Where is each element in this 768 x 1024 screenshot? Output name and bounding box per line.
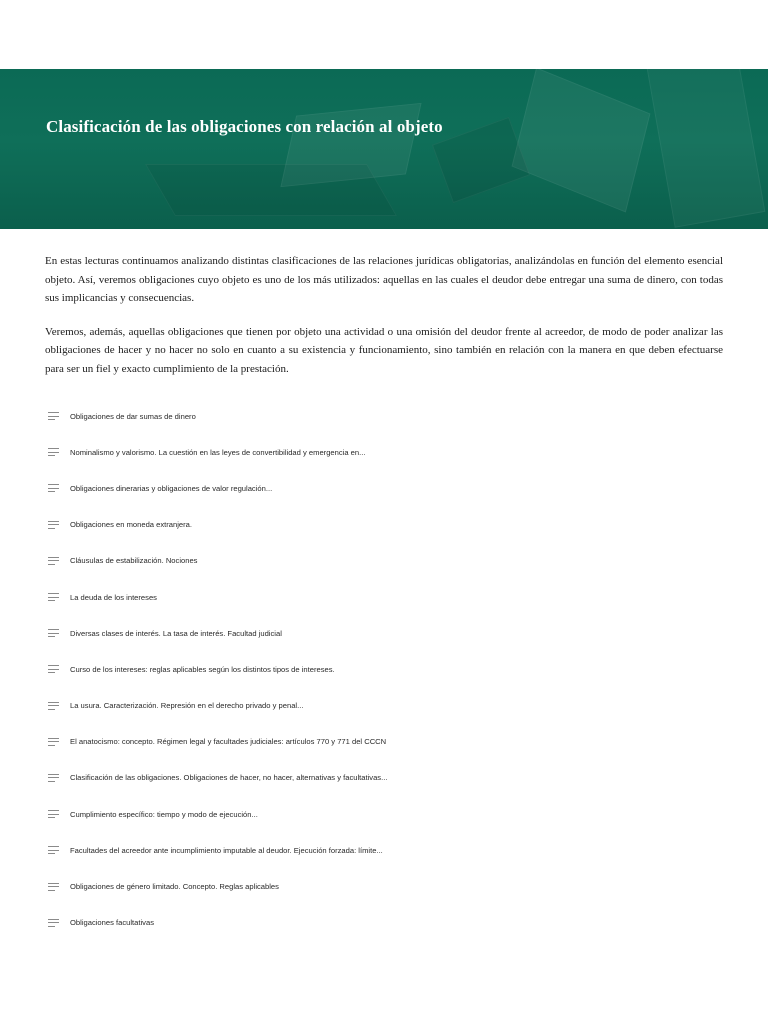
toc-item-label: El anatocismo: concepto. Régimen legal y facultades judiciales: artículos 770 y 771 del CCCN xyxy=(70,737,387,747)
intro-paragraph: En estas lecturas continuamos analizando distintas clasificaciones de las relaciones jurídicas obligatorias, analizándolas en función del elemento esencial objeto. Así, veremos obligaciones cuyo objeto es uno de los más utilizados: aquellas en las cuales el deudor debe entregar una suma de dinero, con todas sus implicancias y consecuencias. xyxy=(45,255,723,304)
toc-item[interactable] xyxy=(48,796,728,832)
toc-item-label: Facultades del acreedor ante incumplimiento imputable al deudor. Ejecución forzada: límite... xyxy=(70,845,383,855)
lines-icon xyxy=(48,810,60,818)
toc-item-label: Obligaciones de género limitado. Concepto. Reglas aplicables xyxy=(70,882,279,892)
lines-icon xyxy=(48,774,60,782)
toc-item[interactable] xyxy=(48,615,728,651)
banner-decoration xyxy=(432,117,530,203)
lines-icon xyxy=(48,593,60,601)
toc-item-label: Obligaciones en moneda extranjera. xyxy=(70,520,192,530)
toc-item-label: Diversas clases de interés. La tasa de interés. Facultad judicial xyxy=(70,628,282,638)
toc-item-label: Clasificación de las obligaciones. Obligaciones de hacer, no hacer, alternativas y facultativas... xyxy=(70,773,388,783)
toc-item[interactable] xyxy=(48,579,728,615)
toc-item[interactable] xyxy=(48,905,728,941)
page-title: Clasificación de las obligaciones con relación al objeto xyxy=(46,117,443,136)
toc-item-label: Obligaciones dinerarias y obligaciones de valor regulación... xyxy=(70,483,273,493)
toc-item-label: La deuda de los intereses xyxy=(70,592,157,602)
toc-item[interactable] xyxy=(48,832,728,868)
toc-item[interactable] xyxy=(48,651,728,687)
lines-icon xyxy=(48,629,60,637)
toc-item[interactable] xyxy=(48,688,728,724)
lines-icon xyxy=(48,738,60,746)
header-banner xyxy=(0,69,768,229)
lines-icon xyxy=(48,919,60,927)
toc-item[interactable] xyxy=(48,434,728,470)
toc-item[interactable] xyxy=(48,507,728,543)
lines-icon xyxy=(48,665,60,673)
banner-decoration xyxy=(647,69,766,228)
lines-icon xyxy=(48,448,60,456)
lines-icon xyxy=(48,412,60,420)
toc-item-label: Cláusulas de estabilización. Nociones xyxy=(70,556,198,566)
banner-decoration xyxy=(512,69,651,213)
table-of-contents xyxy=(48,398,728,941)
toc-item-label: Obligaciones de dar sumas de dinero xyxy=(70,411,196,421)
lines-icon xyxy=(48,484,60,492)
lines-icon xyxy=(48,846,60,854)
toc-item-label: Obligaciones facultativas xyxy=(70,918,154,928)
lines-icon xyxy=(48,521,60,529)
toc-item[interactable] xyxy=(48,470,728,506)
toc-item[interactable] xyxy=(48,398,728,434)
banner-decoration xyxy=(145,164,397,216)
intro-text xyxy=(45,252,723,393)
toc-item-label: Nominalismo y valorismo. La cuestión en las leyes de convertibilidad y emergencia en... xyxy=(70,447,366,457)
toc-item[interactable] xyxy=(48,543,728,579)
toc-item[interactable] xyxy=(48,760,728,796)
toc-item-label: Curso de los intereses: reglas aplicables según los distintos tipos de intereses. xyxy=(70,664,335,674)
toc-item[interactable] xyxy=(48,724,728,760)
intro-paragraph: Veremos, además, aquellas obligaciones que tienen por objeto una actividad o una omisión del deudor frente al acreedor, de modo de poder analizar las obligaciones de hacer y no hacer no solo en cuanto a su existencia y funcionamiento, sino también en relación con la manera en que deben efectuarse para ser un fiel y exacto cumplimiento de la prestación. xyxy=(45,325,723,375)
toc-item[interactable] xyxy=(48,868,728,904)
lines-icon xyxy=(48,883,60,891)
toc-item-label: Cumplimiento específico: tiempo y modo de ejecución... xyxy=(70,809,258,819)
lines-icon xyxy=(48,702,60,710)
lines-icon xyxy=(48,557,60,565)
toc-item-label: La usura. Caracterización. Represión en el derecho privado y penal... xyxy=(70,701,304,711)
